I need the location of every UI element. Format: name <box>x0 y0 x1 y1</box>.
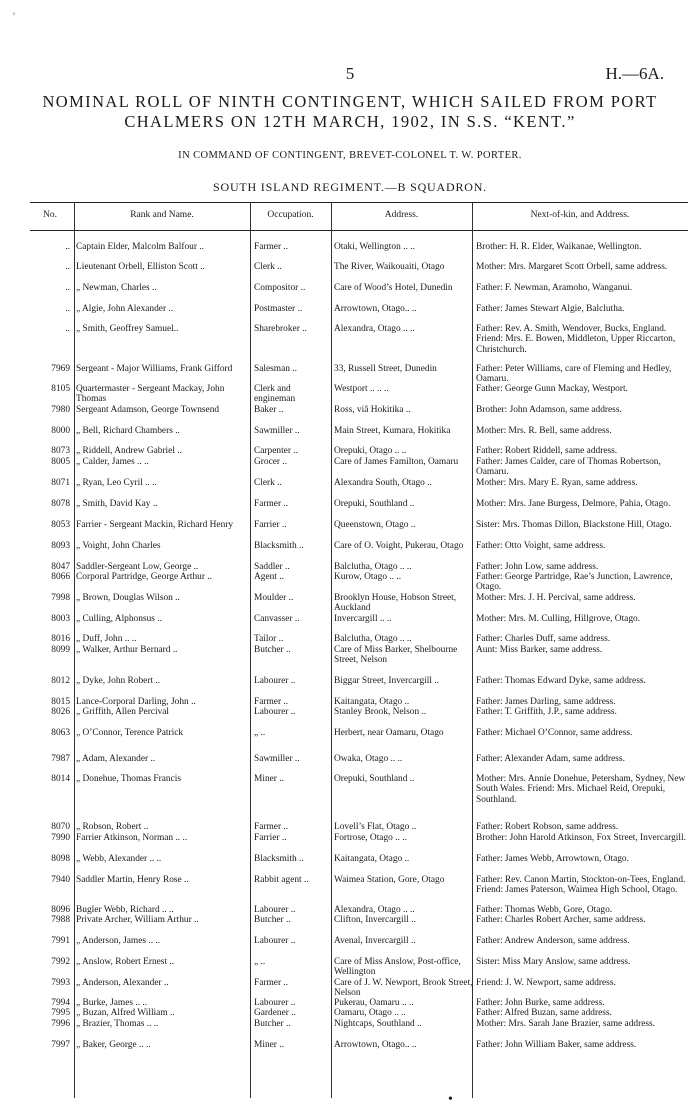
row-next-of-kin: Mother: Mrs. Margaret Scott Orbell, same address. <box>476 262 668 272</box>
row-next-of-kin: Father: James Stewart Algie, Balclutha. <box>476 304 625 314</box>
row-number: .. <box>65 304 70 314</box>
row-rank-name: „ Bell, Richard Chambers .. <box>76 426 180 436</box>
row-rank-name: „ Smith, Geoffrey Samuel.. <box>76 324 179 334</box>
row-rank-name: „ Baker, George .. .. <box>76 1040 151 1050</box>
row-next-of-kin: Friend: J. W. Newport, same address. <box>476 978 616 988</box>
corner-mark: ⸗ <box>9 7 18 19</box>
row-next-of-kin: Mother: Mrs. J. H. Percival, same address. <box>476 593 636 603</box>
row-address: The River, Waikouaiti, Otago <box>334 262 445 272</box>
row-rank-name: „ Calder, James .. .. <box>76 457 149 467</box>
row-occupation: Baker .. <box>254 405 284 415</box>
row-rank-name: „ Walker, Arthur Bernard .. <box>76 645 178 655</box>
row-next-of-kin: Father: James Webb, Arrowtown, Otago. <box>476 854 629 864</box>
row-number: 7980 <box>51 405 70 415</box>
row-occupation: Agent .. <box>254 572 284 582</box>
row-rank-name: „ Duff, John .. .. <box>76 634 137 644</box>
row-next-of-kin: Father: John Low, same address. <box>476 562 599 572</box>
row-number: 8063 <box>51 728 70 738</box>
row-occupation: Salesman .. <box>254 364 297 374</box>
row-next-of-kin: Brother: John Adamson, same address. <box>476 405 622 415</box>
row-number: 7988 <box>51 915 70 925</box>
row-occupation: Rabbit agent .. <box>254 875 309 885</box>
regiment-heading: SOUTH ISLAND REGIMENT.—B SQUADRON. <box>213 180 487 194</box>
row-next-of-kin: Father: Michael O’Connor, same address. <box>476 728 633 738</box>
row-occupation: Gardener .. <box>254 1008 296 1018</box>
row-number: .. <box>65 262 70 272</box>
row-next-of-kin: Mother: Mrs. Jane Burgess, Delmore, Pahia, Otago. <box>476 499 671 509</box>
row-address: 33, Russell Street, Dunedin <box>334 364 437 374</box>
row-number: 8096 <box>51 905 70 915</box>
row-occupation: Farrier .. <box>254 520 287 530</box>
row-address: Westport .. .. .. <box>334 384 389 394</box>
row-address: Biggar Street, Invercargill .. <box>334 676 440 686</box>
row-next-of-kin: Father: Rev. A. Smith, Wendover, Bucks, England. Friend: Mrs. E. Bowen, Middleton, Upper Riccarton, Christchurch. <box>476 324 676 355</box>
row-next-of-kin: Father: Thomas Webb, Gore, Otago. <box>476 905 613 915</box>
row-address: Invercargill .. .. <box>334 614 392 624</box>
row-rank-name: Corporal Partridge, George Arthur .. <box>76 572 212 582</box>
row-next-of-kin: Father: Robert Riddell, same address. <box>476 446 618 456</box>
row-rank-name: „ Algie, John Alexander .. <box>76 304 174 314</box>
row-next-of-kin: Mother: Mrs. Annie Donehue, Petersham, Sydney, New South Wales. Friend: Mrs. Michael Reid, Orepuki, Southland. <box>476 774 686 805</box>
row-number: 8066 <box>51 572 70 582</box>
row-occupation: Miner .. <box>254 774 284 784</box>
row-address: Kaitangata, Otago .. <box>334 854 410 864</box>
row-address: Herbert, near Oamaru, Otago <box>334 728 444 738</box>
row-rank-name: „ Brazier, Thomas .. .. <box>76 1019 159 1029</box>
row-next-of-kin: Father: Charles Robert Archer, same address. <box>476 915 646 925</box>
row-next-of-kin: Father: James Calder, care of Thomas Robertson, Oamaru. <box>476 457 661 478</box>
row-rank-name: „ Dyke, John Robert .. <box>76 676 161 686</box>
row-address: Care of Miss Barker, Shelbourne Street, Nelson <box>334 645 458 666</box>
row-address: Alexandra, Otago .. .. <box>334 905 415 915</box>
row-address: Ross, viâ Hokitika .. <box>334 405 411 415</box>
page-number: 5 <box>345 64 355 83</box>
row-number: 7940 <box>51 875 70 885</box>
row-number: .. <box>65 324 70 334</box>
row-rank-name: Farrier - Sergeant Mackin, Richard Henry <box>76 520 234 530</box>
row-rank-name: „ Buzan, Alfred William .. <box>76 1008 175 1018</box>
row-next-of-kin: Father: John Burke, same address. <box>476 998 605 1008</box>
row-number: 8015 <box>51 697 70 707</box>
row-number: 7996 <box>51 1019 70 1029</box>
row-occupation: Farrier .. <box>254 833 287 843</box>
row-address: Otaki, Wellington .. .. <box>334 242 415 252</box>
row-number: 8026 <box>51 707 70 717</box>
row-number: 7991 <box>51 936 70 946</box>
row-next-of-kin: Father: Alfred Buzan, same address. <box>476 1008 612 1018</box>
row-address: Care of O. Voight, Pukerau, Otago <box>334 541 464 551</box>
row-next-of-kin: Father: James Darling, same address. <box>476 697 616 707</box>
row-address: Orepuki, Southland .. <box>334 499 415 509</box>
row-rank-name: Saddler-Sergeant Low, George .. <box>76 562 199 572</box>
row-rank-name: „ Brown, Douglas Wilson .. <box>76 593 180 603</box>
row-next-of-kin: Father: George Partridge, Rae’s Junction, Lawrence, Otago. <box>476 572 673 593</box>
column-header-address: Address. <box>384 210 419 220</box>
row-rank-name: „ Ryan, Leo Cyril .. .. <box>76 478 157 488</box>
row-number: 7987 <box>51 754 70 764</box>
row-address: Fortrose, Otago .. .. <box>334 833 407 843</box>
row-rank-name: „ Anderson, Alexander .. <box>76 978 169 988</box>
row-occupation: Clerk .. <box>254 262 282 272</box>
table-header-rule <box>30 230 688 231</box>
row-number: 8012 <box>51 676 70 686</box>
row-number: 8093 <box>51 541 70 551</box>
row-occupation: Sawmiller .. <box>254 426 300 436</box>
column-divider <box>74 203 75 1098</box>
row-next-of-kin: Father: F. Newman, Aramoho, Wanganui. <box>476 283 633 293</box>
row-next-of-kin: Mother: Mrs. Sarah Jane Brazier, same address. <box>476 1019 655 1029</box>
row-number: .. <box>65 283 70 293</box>
row-rank-name: „ Anderson, James .. .. <box>76 936 161 946</box>
row-next-of-kin: Mother: Mrs. M. Culling, Hillgrove, Otago. <box>476 614 641 624</box>
row-occupation: Tailor .. <box>254 634 284 644</box>
row-next-of-kin: Father: George Gunn Mackay, Westport. <box>476 384 628 394</box>
column-divider <box>250 203 251 1098</box>
row-occupation: Clerk and engineman <box>254 384 296 405</box>
row-number: 8073 <box>51 446 70 456</box>
column-divider <box>331 203 332 1098</box>
column-header-rank-name: Rank and Name. <box>130 210 194 220</box>
row-address: Waimea Station, Gore, Otago <box>334 875 445 885</box>
row-address: Kurow, Otago .. .. <box>334 572 402 582</box>
row-occupation: Carpenter .. <box>254 446 298 456</box>
row-address: Nightcaps, Southland .. <box>334 1019 422 1029</box>
row-rank-name: „ Anslow, Robert Ernest .. <box>76 957 175 967</box>
row-rank-name: „ Adam, Alexander .. <box>76 754 156 764</box>
row-next-of-kin: Father: Thomas Edward Dyke, same address. <box>476 676 646 686</box>
row-rank-name: Lieutenant Orbell, Elliston Scott .. <box>76 262 205 272</box>
row-occupation: Sawmiller .. <box>254 754 300 764</box>
row-next-of-kin: Father: T. Griffith, J.P., same address. <box>476 707 617 717</box>
row-occupation: Sharebroker .. <box>254 324 307 334</box>
row-next-of-kin: Father: Robert Robson, same address. <box>476 822 619 832</box>
row-number: 8099 <box>51 645 70 655</box>
column-header-no: No. <box>43 210 57 220</box>
row-rank-name: „ Webb, Alexander .. .. <box>76 854 162 864</box>
row-occupation: Miner .. <box>254 1040 284 1050</box>
command-subtitle: IN COMMAND OF CONTINGENT, BREVET-COLONEL T. W. PORTER. <box>178 150 522 161</box>
row-occupation: Labourer .. <box>254 676 296 686</box>
column-header-next-of-kin: Next-of-kin, and Address. <box>530 210 630 220</box>
row-occupation: Clerk .. <box>254 478 282 488</box>
row-rank-name: „ O’Connor, Terence Patrick <box>76 728 184 738</box>
row-rank-name: Saddler Martin, Henry Rose .. <box>76 875 189 885</box>
row-occupation: Farmer .. <box>254 978 289 988</box>
row-rank-name: „ Voight, John Charles <box>76 541 161 551</box>
row-number: 8105 <box>51 384 70 394</box>
row-occupation: Butcher .. <box>254 645 291 655</box>
row-next-of-kin: Father: John William Baker, same address. <box>476 1040 637 1050</box>
title-line-1: NOMINAL ROLL OF NINTH CONTINGENT, WHICH SAILED FROM PORT <box>42 92 658 111</box>
row-number: 8070 <box>51 822 70 832</box>
row-rank-name: „ Culling, Alphonsus .. <box>76 614 162 624</box>
row-number: 7990 <box>51 833 70 843</box>
row-rank-name: „ Donehue, Thomas Francis <box>76 774 182 784</box>
row-address: Care of James Familton, Oamaru <box>334 457 459 467</box>
row-next-of-kin: Father: Charles Duff, same address. <box>476 634 611 644</box>
row-number: 7992 <box>51 957 70 967</box>
row-number: 8003 <box>51 614 70 624</box>
row-number: 7995 <box>51 1008 70 1018</box>
row-address: Arrowtown, Otago.. .. <box>334 1040 417 1050</box>
row-rank-name: „ Griffith, Allen Percival <box>76 707 170 717</box>
row-rank-name: „ Robson, Robert .. <box>76 822 149 832</box>
row-address: Queenstown, Otago .. <box>334 520 416 530</box>
row-number: 8000 <box>51 426 70 436</box>
row-rank-name: Bugler Webb, Richard .. .. <box>76 905 174 915</box>
row-rank-name: „ Riddell, Andrew Gabriel .. <box>76 446 182 456</box>
row-next-of-kin: Father: Andrew Anderson, same address. <box>476 936 630 946</box>
row-rank-name: Sergeant Adamson, George Townsend <box>76 405 220 415</box>
row-address: Care of Wood’s Hotel, Dunedin <box>334 283 453 293</box>
row-next-of-kin: Mother: Mrs. Mary E. Ryan, same address. <box>476 478 638 488</box>
row-occupation: Labourer .. <box>254 707 296 717</box>
row-rank-name: „ Burke, James .. .. <box>76 998 148 1008</box>
row-occupation: Blacksmith .. <box>254 541 304 551</box>
row-occupation: „ .. <box>254 728 266 738</box>
footer-mark: • <box>448 1092 453 1107</box>
row-occupation: „ .. <box>254 957 266 967</box>
row-next-of-kin: Brother: John Harold Atkinson, Fox Street, Invercargill. <box>476 833 686 843</box>
row-number: 8053 <box>51 520 70 530</box>
row-address: Orepuki, Southland .. <box>334 774 415 784</box>
row-address: Kaitangata, Otago .. <box>334 697 410 707</box>
row-next-of-kin: Sister: Miss Mary Anslow, same address. <box>476 957 631 967</box>
row-occupation: Compositor .. <box>254 283 306 293</box>
row-rank-name: „ Newman, Charles .. <box>76 283 157 293</box>
row-address: Care of Miss Anslow, Post-office, Wellington <box>334 957 461 978</box>
row-address: Clifton, Invercargill .. <box>334 915 416 925</box>
column-header-occupation: Occupation. <box>267 210 314 220</box>
row-occupation: Butcher .. <box>254 915 291 925</box>
row-occupation: Farmer .. <box>254 822 289 832</box>
row-number: 8047 <box>51 562 70 572</box>
row-occupation: Blacksmith .. <box>254 854 304 864</box>
row-address: Balclutha, Otago .. .. <box>334 634 412 644</box>
row-number: 8098 <box>51 854 70 864</box>
row-number: 7997 <box>51 1040 70 1050</box>
row-occupation: Farmer .. <box>254 242 289 252</box>
row-next-of-kin: Father: Alexander Adam, same address. <box>476 754 625 764</box>
row-next-of-kin: Brother: H. R. Elder, Waikanae, Wellington. <box>476 242 642 252</box>
row-address: Owaka, Otago .. .. <box>334 754 403 764</box>
row-next-of-kin: Sister: Mrs. Thomas Dillon, Blackstone Hill, Otago. <box>476 520 672 530</box>
row-number: 7993 <box>51 978 70 988</box>
row-number: 7969 <box>51 364 70 374</box>
row-occupation: Canvasser .. <box>254 614 300 624</box>
row-next-of-kin: Father: Otto Voight, same address. <box>476 541 606 551</box>
row-number: 8016 <box>51 634 70 644</box>
row-next-of-kin: Father: Peter Williams, care of Fleming and Hedley, Oamaru. <box>476 364 672 385</box>
row-address: Orepuki, Otago .. .. <box>334 446 407 456</box>
row-rank-name: Lance-Corporal Darling, John .. <box>76 697 196 707</box>
row-next-of-kin: Mother: Mrs. R. Bell, same address. <box>476 426 612 436</box>
row-occupation: Butcher .. <box>254 1019 291 1029</box>
row-number: 7998 <box>51 593 70 603</box>
row-number: 8078 <box>51 499 70 509</box>
row-occupation: Farmer .. <box>254 697 289 707</box>
row-rank-name: Farrier Atkinson, Norman .. .. <box>76 833 188 843</box>
row-next-of-kin: Aunt: Miss Barker, same address. <box>476 645 603 655</box>
table-top-rule <box>30 202 688 203</box>
row-occupation: Labourer .. <box>254 936 296 946</box>
row-rank-name: Private Archer, William Arthur .. <box>76 915 199 925</box>
row-address: Alexandra South, Otago .. <box>334 478 432 488</box>
row-address: Stanley Brook, Nelson .. <box>334 707 427 717</box>
row-rank-name: „ Smith, David Kay .. <box>76 499 158 509</box>
row-address: Brooklyn House, Hobson Street, Auckland <box>334 593 457 614</box>
row-rank-name: Captain Elder, Malcolm Balfour .. <box>76 242 204 252</box>
row-number: 7994 <box>51 998 70 1008</box>
row-number: 8071 <box>51 478 70 488</box>
row-address: Alexandra, Otago .. .. <box>334 324 415 334</box>
document-code: H.—6A. <box>605 64 664 83</box>
row-next-of-kin: Father: Rev. Canon Martin, Stockton-on-Tees, England. Friend: James Paterson, Waimea High School, Otago. <box>476 875 686 896</box>
row-address: Pukerau, Oamaru .. .. <box>334 998 414 1008</box>
row-rank-name: Sergeant - Major Williams, Frank Gifford <box>76 364 233 374</box>
row-number: 8014 <box>51 774 70 784</box>
row-address: Arrowtown, Otago.. .. <box>334 304 417 314</box>
row-address: Avenal, Invercargill .. <box>334 936 416 946</box>
row-occupation: Saddler .. <box>254 562 290 572</box>
page-title <box>20 92 680 132</box>
row-address: Oamaru, Otago .. .. <box>334 1008 406 1018</box>
row-occupation: Labourer .. <box>254 998 296 1008</box>
row-address: Lovell’s Flat, Otago .. <box>334 822 417 832</box>
row-occupation: Postmaster .. <box>254 304 303 314</box>
row-address: Balclutha, Otago .. .. <box>334 562 412 572</box>
row-occupation: Moulder .. <box>254 593 294 603</box>
row-rank-name: Quartermaster - Sergeant Mackay, John Thomas <box>76 384 225 405</box>
row-address: Main Street, Kumara, Hokitika <box>334 426 451 436</box>
title-line-2: CHALMERS ON 12TH MARCH, 1902, IN S.S. “KENT.” <box>124 112 576 131</box>
row-number: .. <box>65 242 70 252</box>
row-occupation: Grocer .. <box>254 457 288 467</box>
row-address: Care of J. W. Newport, Brook Street, Nelson <box>334 978 473 999</box>
row-number: 8005 <box>51 457 70 467</box>
row-occupation: Farmer .. <box>254 499 289 509</box>
row-occupation: Labourer .. <box>254 905 296 915</box>
